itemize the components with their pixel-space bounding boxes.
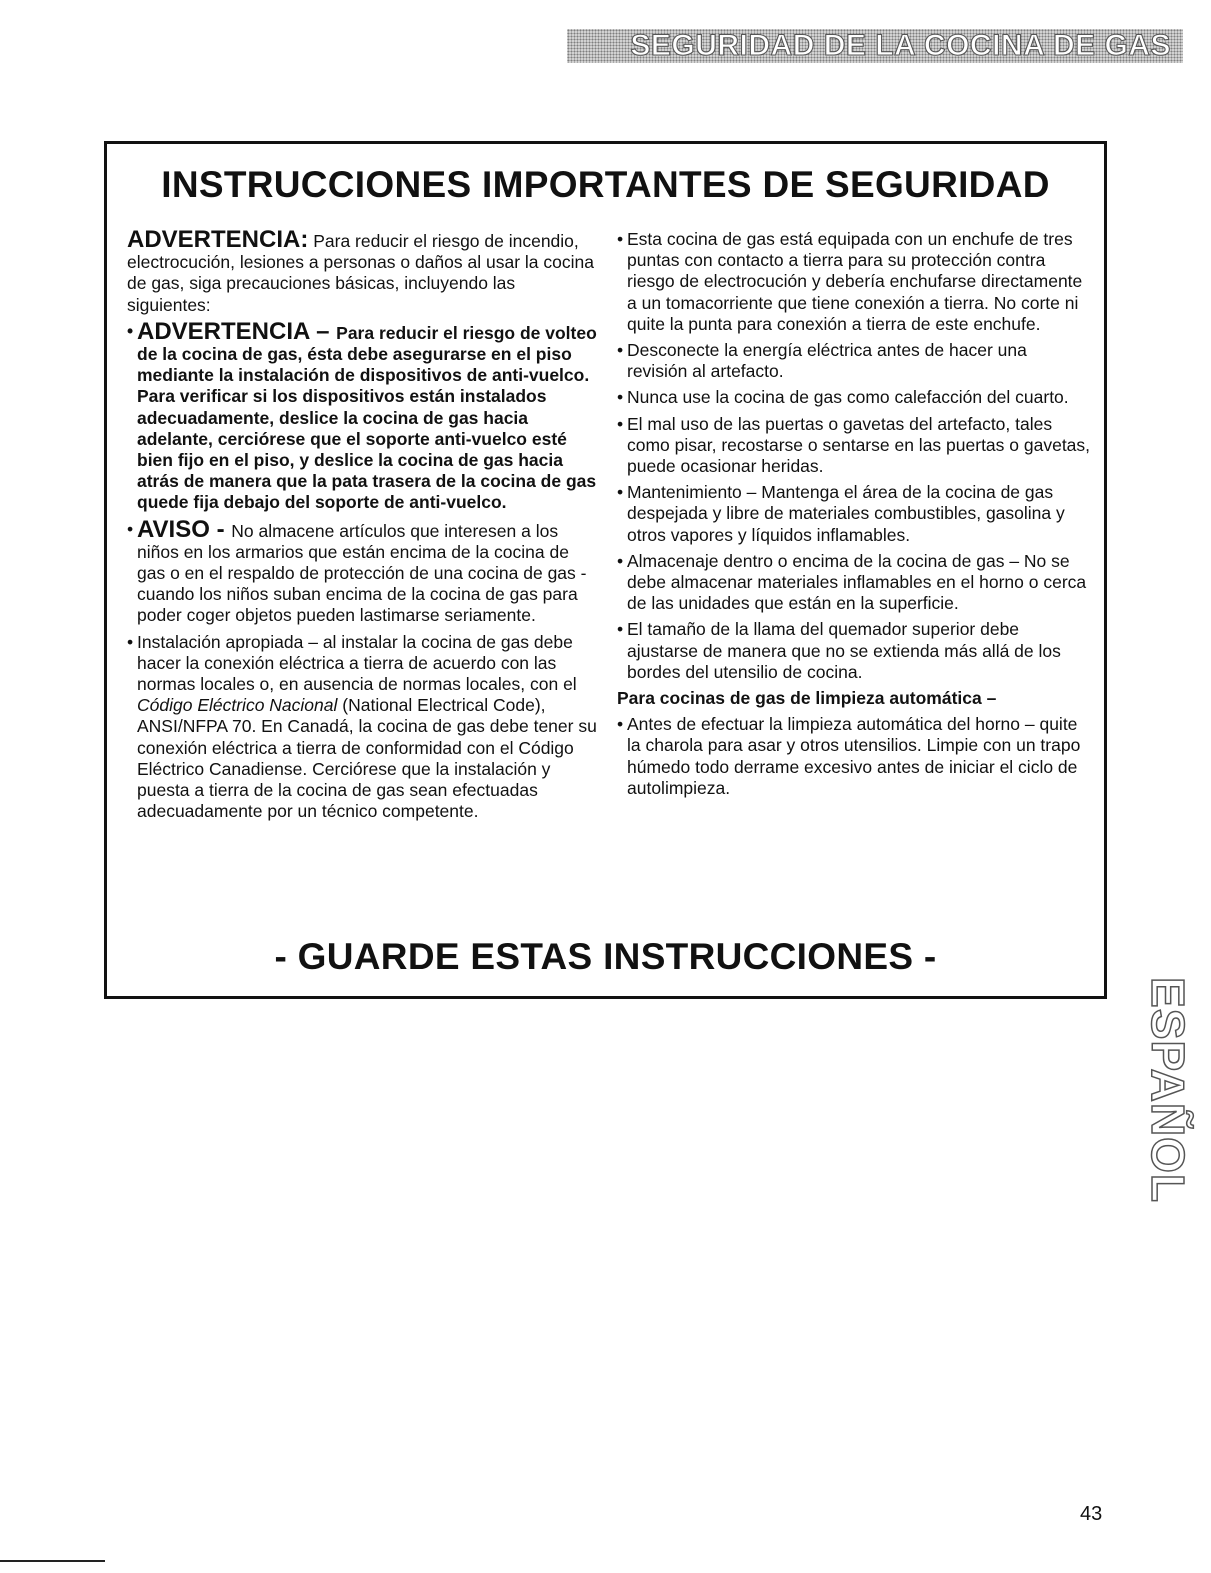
tip-over-warning-lead: ADVERTENCIA – xyxy=(137,317,337,345)
bullet: • xyxy=(617,229,624,249)
bullet: • xyxy=(617,619,624,640)
bullet: • xyxy=(127,320,134,341)
installation-code-name: Código Eléctrico Nacional xyxy=(137,695,338,716)
tip-over-warning-text: Para reducir el riesgo de volteo de la cocina de gas, ésta debe asegurarse en el piso mediante la instalación de dispositivos de anti-vuelco. Para verificar si los dispositivos están instalados adecuadamente, deslice la cocina de gas hacia adelante, cerciórese que el soporte anti-vuelco esté bien fijo en el piso, y deslice la cocina de gas hacia atrás de manera que la pata trasera de la cocina de gas quede fija debajo del soporte de anti-vuelco. xyxy=(137,322,597,513)
right-column xyxy=(617,229,1091,804)
list-item xyxy=(617,482,1091,546)
section-header-banner xyxy=(567,29,1183,63)
aviso-lead: AVISO - xyxy=(137,515,232,543)
bullet: • xyxy=(127,518,134,539)
intro-warning-lead: ADVERTENCIA: xyxy=(127,226,309,253)
installation-text-before: Instalación apropiada – al instalar la cocina de gas debe hacer la conexión eléctrica a tierra de acuerdo con las normas locales o, en ausencia de normas locales, con el xyxy=(137,631,577,695)
intro-warning-text: Para reducir el riesgo de incendio, electrocución, lesiones a personas o daños al usar la cocina de gas, siga precauciones básicas, incluyendo las siguientes: xyxy=(127,231,594,315)
bullet: • xyxy=(617,413,624,434)
intro-warning xyxy=(127,226,599,316)
safety-instructions-box xyxy=(104,141,1107,999)
installation-text-after: (National Electrical Code), ANSI/NFPA 70. En Canadá, la cocina de gas debe tener su conexión eléctrica a tierra de conformidad con el Código Eléctrico Canadiense. Cerciórese que la instalación y puesta a tierra de la cocina de gas sean efectuadas adecuadamente por un técnico competente. xyxy=(137,695,597,822)
list-item xyxy=(617,551,1091,615)
list-item-text: El tamaño de la llama del quemador superior debe ajustarse de manera que no se extienda más allá de los bordes del utensilio de cocina. xyxy=(627,619,1061,682)
bullet: • xyxy=(617,340,624,361)
list-item xyxy=(617,229,1091,335)
list-item xyxy=(617,387,1091,408)
footer-divider xyxy=(0,1560,105,1562)
list-item xyxy=(617,619,1091,683)
language-side-tab-text: ESPAÑOL xyxy=(1142,977,1195,1203)
list-item-text: Nunca use la cocina de gas como calefacción del cuarto. xyxy=(627,387,1069,408)
self-clean-text: Antes de efectuar la limpieza automática del horno – quite la charola para asar y otros utensilios. Limpie con un trapo húmedo todo derrame excesivo antes de iniciar el ciclo de autolimpieza. xyxy=(627,714,1081,798)
list-item-text: Mantenimiento – Mantenga el área de la cocina de gas despejada y libre de materiales combustibles, gasolina y otros vapores y líquidos inflamables. xyxy=(627,482,1065,545)
list-item xyxy=(617,340,1091,382)
bullet: • xyxy=(617,714,624,735)
bullet: • xyxy=(617,482,624,503)
tip-over-warning-item xyxy=(127,317,599,514)
aviso-text: No almacene artículos que interesen a los niños en los armarios que están encima de la cocina de gas o en el respaldo de protección de una cocina de gas - cuando los niños suban encima de la cocina de gas para poder coger objetos pueden lastimarse seriamente. xyxy=(137,520,587,626)
bullet: • xyxy=(617,550,624,571)
list-item-text: El mal uso de las puertas o gavetas del artefacto, tales como pisar, recostarse o sentarse en las puertas o gavetas, puede ocasionar heridas. xyxy=(627,413,1091,477)
list-item-text: Almacenaje dentro o encima de la cocina de gas – No se debe almacenar materiales inflamables en el horno o cerca de las unidades que están en la superficie. xyxy=(627,550,1087,614)
language-side-tab xyxy=(1142,970,1195,1210)
section-header-title: SEGURIDAD DE LA COCINA DE GAS xyxy=(630,29,1171,62)
list-item xyxy=(617,414,1091,478)
self-clean-heading: Para cocinas de gas de limpieza automática – xyxy=(617,688,997,709)
self-clean-item xyxy=(617,714,1091,799)
page-number: 43 xyxy=(1080,1503,1103,1525)
list-item-text: Esta cocina de gas está equipada con un enchufe de tres puntas con contacto a tierra para su protección contra riesgo de electrocución y debería enchufarse directamente a un tomacorriente que tiene conexión a tierra. No corte ni quite la punta para conexión a tierra de este enchufe. xyxy=(627,229,1083,334)
bullet: • xyxy=(617,387,624,408)
left-column xyxy=(127,226,599,827)
box-title: INSTRUCCIONES IMPORTANTES DE SEGURIDAD xyxy=(161,164,1050,205)
bullet: • xyxy=(127,631,134,652)
box-footer: - GUARDE ESTAS INSTRUCCIONES - xyxy=(274,936,937,977)
aviso-item xyxy=(127,515,599,627)
list-item-text: Desconecte la energía eléctrica antes de hacer una revisión al artefacto. xyxy=(627,340,1027,382)
installation-item xyxy=(127,632,599,823)
